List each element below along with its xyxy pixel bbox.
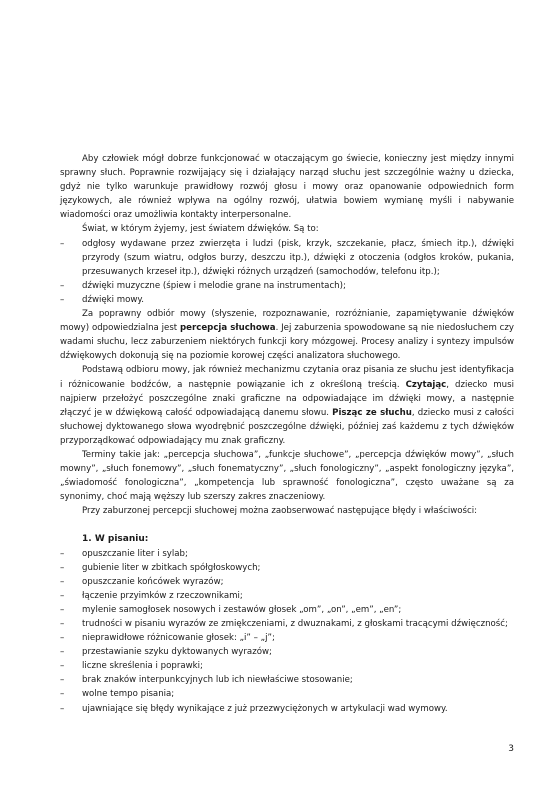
list-item: – nieprawidłowe różnicowanie głosek: „i” – „j”;: [60, 633, 275, 644]
paragraph-auditory-perception: Za poprawny odbiór mowy (słyszenie, rozpoznawanie, rozróżnianie, zapamiętywanie dźwięków mowy) odpowiedzialna jest percepcja słuchowa. Jej zaburzenia spowodowane są nie niedosłuchem czy wadami słuchu, lecz zaburzeniem niektórych funkcji kory mózgowej. Procesy analizy i syntezy impulsów dźwiękowych dokonują się na poziomie korowej części analizatora słuchowego.: [60, 309, 515, 362]
list-item: – przestawianie szyku dyktowanych wyrazów;: [60, 647, 272, 658]
list-item: – dźwięki muzyczne (śpiew i melodie grane na instrumentach);: [60, 280, 346, 291]
list-item: – dźwięki mowy.: [60, 294, 145, 305]
list-item: – ujawniające się błędy wynikające z już przezwyciężonych w artykulacji wad wymowy.: [60, 703, 448, 714]
list-item: – opuszczanie liter i sylab;: [60, 548, 188, 559]
paragraph-reading-writing: Podstawą odbioru mowy, jak również mechanizmu czytania oraz pisania ze słuchu jest identyfikacja i różnicowanie bodźców, a następnie powiązanie ich z określoną treścią. Czytając, dziecko musi najpierw przełożyć poszczególne znaki graficzne na odpowiadające im dźwięki mowy, a następnie złączyć je w dźwiękową całość odpowiadającą danemu słowu. Pisząc ze słuchu, dziecko musi z całości słuchowej dyktowanego słowa wyodrębnić poszczególne dźwięki, później zaś każdemu z tych dźwięków przyporządkować odpowiadający mu znak graficzny.: [60, 365, 514, 446]
page-number: 3: [508, 744, 514, 754]
list-item: – trudności w pisaniu wyrazów ze zmiękczeniami, z dwuznakami, z głoskami tracącymi dźwięczność;: [60, 619, 508, 629]
list-item: – wolne tempo pisania;: [60, 689, 175, 700]
bold-term: Czytając: [405, 379, 447, 390]
list-item: – opuszczanie końcówek wyrazów;: [60, 576, 224, 587]
paragraph-sounds-intro: Świat, w którym żyjemy, jest światem dźwięków. Są to:: [82, 224, 319, 235]
section-heading: 1. W pisaniu:: [82, 534, 149, 545]
bold-term: percepcja słuchowa: [180, 323, 276, 334]
list-item: – łączenie przyimków z rzeczownikami;: [60, 590, 243, 601]
body-text: [60, 152, 514, 716]
list-item: – odgłosy wydawane przez zwierzęta i ludzi (pisk, krzyk, szczekanie, płacz, śmiech itp.), dźwięki przyrody (szum wiatru, odgłos burzy, deszczu itp.), dźwięki z otoczenia (odgłos kroków, pukania, przesuwanych krzeseł itp.), dźwięki różnych urządzeń (samochodów, telefonu itp.);: [60, 238, 514, 277]
paragraph-terms: Terminy takie jak: „percepcja słuchowa”, „funkcje słuchowe”, „percepcja dźwięków mowy”, „słuch mowny”, „słuch fonemowy”, „słuch fonematyczny”, „słuch fonologiczny”, „aspekt fonologiczny języka”, „świadomość fonologiczna”, „kompetencja lub sprawność fonologiczna”, często uważane są za synonimy, choć mają węższy lub szerszy zakres znaczeniowy.: [60, 449, 514, 503]
paragraph-intro: Aby człowiek mógł dobrze funkcjonować w otaczającym go świecie, konieczny jest między innymi sprawny słuch. Poprawnie rozwijający się i działający narząd słuchu jest szczególnie ważny u dziecka, gdyż nie tylko warunkuje prawidłowy rozwój głosu i mowy oraz opanowanie odpowiednich form językowych, ale również wpływa na ogólny rozwój, ułatwia bowiem wymianę myśli i nabywanie wiadomości oraz umożliwia kontakty interpersonalne.: [60, 154, 514, 221]
list-item: – mylenie samogłosek nosowych i zestawów głosek „om”, „on”, „em”, „en”;: [60, 604, 402, 615]
list-item: – gubienie liter w zbitkach spółgłoskowych;: [60, 562, 261, 573]
bold-term: Pisząc ze słuchu: [332, 407, 412, 418]
list-item: – liczne skreślenia i poprawki;: [60, 661, 203, 672]
list-item: – brak znaków interpunkcyjnych lub ich niewłaściwe stosowanie;: [60, 675, 353, 686]
paragraph-errors-intro: Przy zaburzonej percepcji słuchowej można zaobserwować następujące błędy i właściwości:: [82, 506, 477, 517]
